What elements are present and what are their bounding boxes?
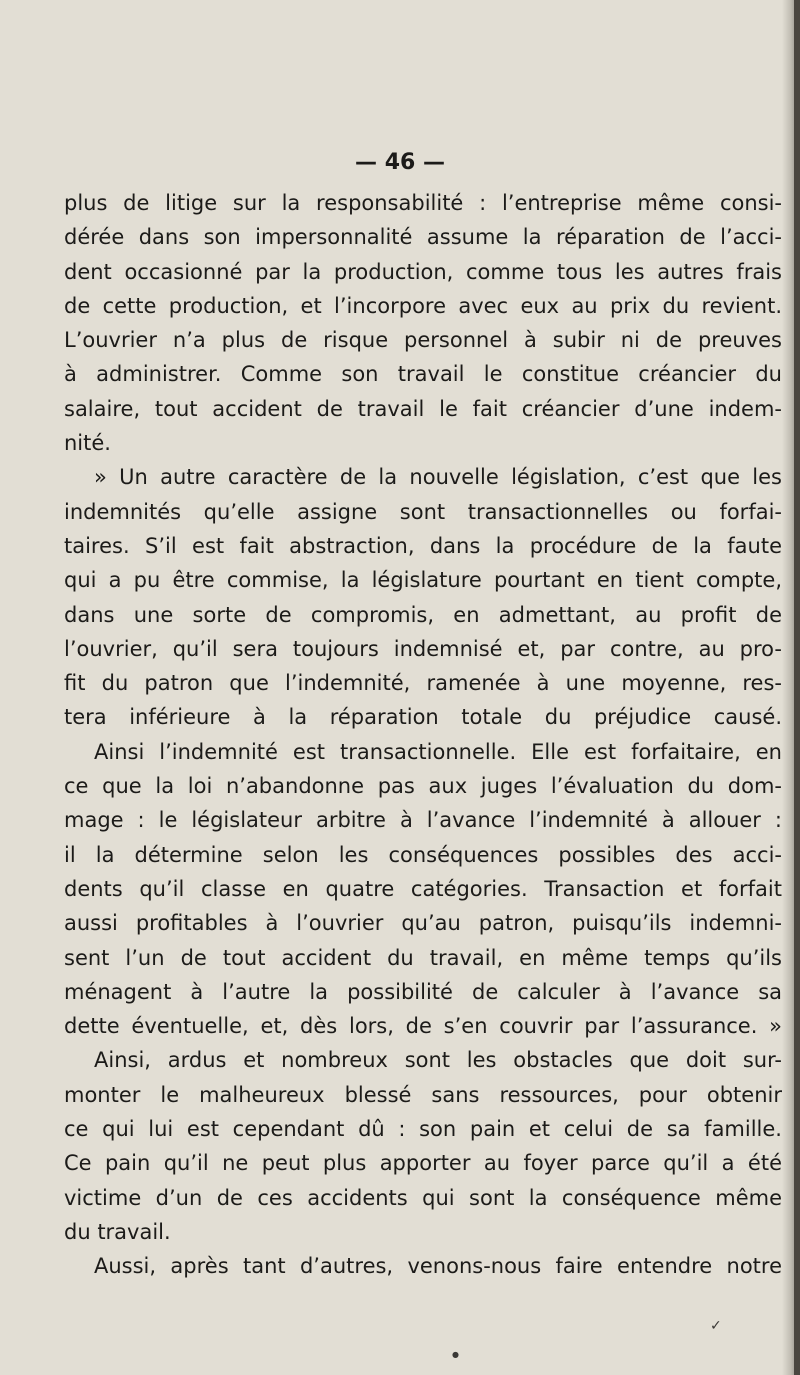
text-line: du travail. — [64, 1219, 171, 1244]
text-line: » Un autre caractère de la nouvelle législation, c’est que les — [94, 465, 782, 490]
text-line: Ainsi, ardus et nombreux sont les obstacles que doit sur- — [94, 1048, 782, 1073]
text-line: dans une sorte de compromis, en admettant, au profit de — [64, 602, 782, 627]
text-line: fit du patron que l’indemnité, ramenée à une moyenne, res- — [64, 671, 782, 696]
body-text — [64, 186, 782, 1284]
text-line: il la détermine selon les conséquences possibles des acci- — [64, 842, 782, 867]
text-line: Aussi, après tant d’autres, venons-nous faire entendre notre — [94, 1254, 782, 1279]
text-line: dérée dans son impersonnalité assume la réparation de l’acci- — [64, 225, 782, 250]
page-number: — 46 — — [355, 150, 445, 175]
text-line: plus de litige sur la responsabilité : l’entreprise même consi- — [64, 191, 782, 215]
text-line: Ce pain qu’il ne peut plus apporter au foyer parce qu’il a été — [64, 1151, 782, 1176]
text-line: dents qu’il classe en quatre catégories. Transaction et forfait — [64, 876, 782, 901]
ink-speck: ✓ — [710, 1318, 722, 1334]
text-line: nité. — [64, 431, 111, 456]
text-line: Ainsi l’indemnité est transactionnelle. Elle est forfaitaire, en — [94, 739, 782, 764]
text-line: victime d’un de ces accidents qui sont la conséquence même — [64, 1185, 782, 1210]
page-edge — [794, 0, 800, 1375]
text-line: de cette production, et l’incorpore avec eux au prix du revient. — [64, 293, 782, 318]
text-line: dette éventuelle, et, dès lors, de s’en couvrir par l’assurance. » — [64, 1014, 782, 1039]
text-line: à administrer. Comme son travail le constitue créancier du — [64, 362, 782, 387]
text-line: mage : le législateur arbitre à l’avance l’indemnité à allouer : — [64, 808, 782, 833]
text-line: tera inférieure à la réparation totale du préjudice causé. — [64, 705, 782, 730]
text-line: L’ouvrier n’a plus de risque personnel à subir ni de preuves — [64, 328, 782, 353]
text-line: salaire, tout accident de travail le fait créancier d’une indem- — [64, 396, 782, 421]
text-line: qui a pu être commise, la législature pourtant en tient compte, — [64, 568, 782, 593]
text-line: indemnités qu’elle assigne sont transactionnelles ou forfai- — [64, 499, 782, 524]
text-line: ce qui lui est cependant dû : son pain et celui de sa famille. — [64, 1117, 782, 1142]
text-line: monter le malheureux blessé sans ressources, pour obtenir — [64, 1082, 782, 1107]
text-line: dent occasionné par la production, comme tous les autres frais — [64, 259, 782, 284]
text-line: aussi profitables à l’ouvrier qu’au patron, puisqu’ils indemni- — [64, 911, 782, 936]
text-line: l’ouvrier, qu’il sera toujours indemnisé et, par contre, au pro- — [64, 636, 782, 661]
text-line: taires. S’il est fait abstraction, dans la procédure de la faute — [64, 533, 782, 558]
text-line: ce que la loi n’abandonne pas aux juges l’évaluation du dom- — [64, 774, 782, 799]
text-line: ménagent à l’autre la possibilité de calculer à l’avance sa — [64, 979, 782, 1004]
ink-dot: ● — [452, 1350, 459, 1359]
text-line: sent l’un de tout accident du travail, en même temps qu’ils — [64, 945, 782, 970]
